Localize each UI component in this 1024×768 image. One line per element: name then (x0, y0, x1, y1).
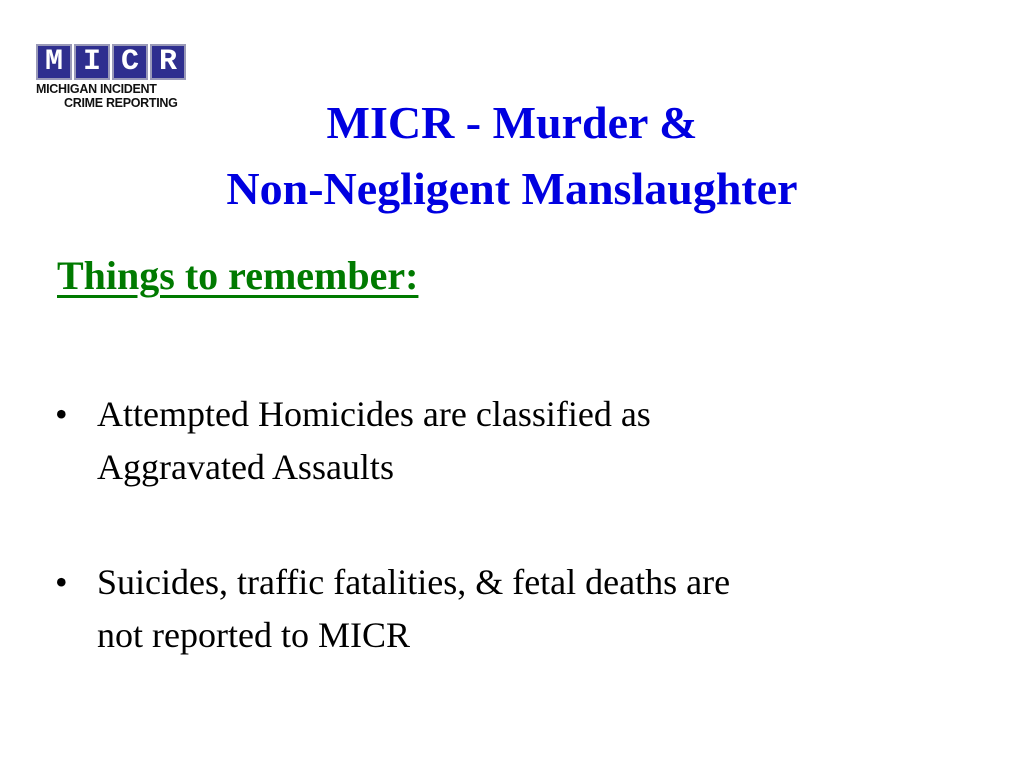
logo-letters (36, 44, 226, 80)
logo-letter-m: M (36, 44, 72, 80)
logo-caption-line1: MICHIGAN INCIDENT (36, 82, 157, 96)
logo-letter-r: R (150, 44, 186, 80)
bullet-text-line1: Attempted Homicides are classified as (97, 394, 651, 434)
bullet-text-line2: not reported to MICR (97, 615, 410, 655)
slide-title-line1: MICR - Murder & (326, 97, 698, 148)
bullet-text (97, 388, 947, 494)
subheading: Things to remember: (57, 253, 419, 298)
logo-letter-i: I (74, 44, 110, 80)
bullet-text-line2: Aggravated Assaults (97, 447, 394, 487)
logo-caption-line2: CRIME REPORTING (64, 96, 178, 110)
bullet-text (97, 556, 947, 662)
bullet-marker: • (55, 562, 68, 602)
bullet-text-line1: Suicides, traffic fatalities, & fetal deaths are (97, 562, 731, 602)
bullet-marker: • (55, 394, 68, 434)
slide-title-line2: Non-Negligent Manslaughter (226, 163, 798, 214)
logo-letter-c: C (112, 44, 148, 80)
